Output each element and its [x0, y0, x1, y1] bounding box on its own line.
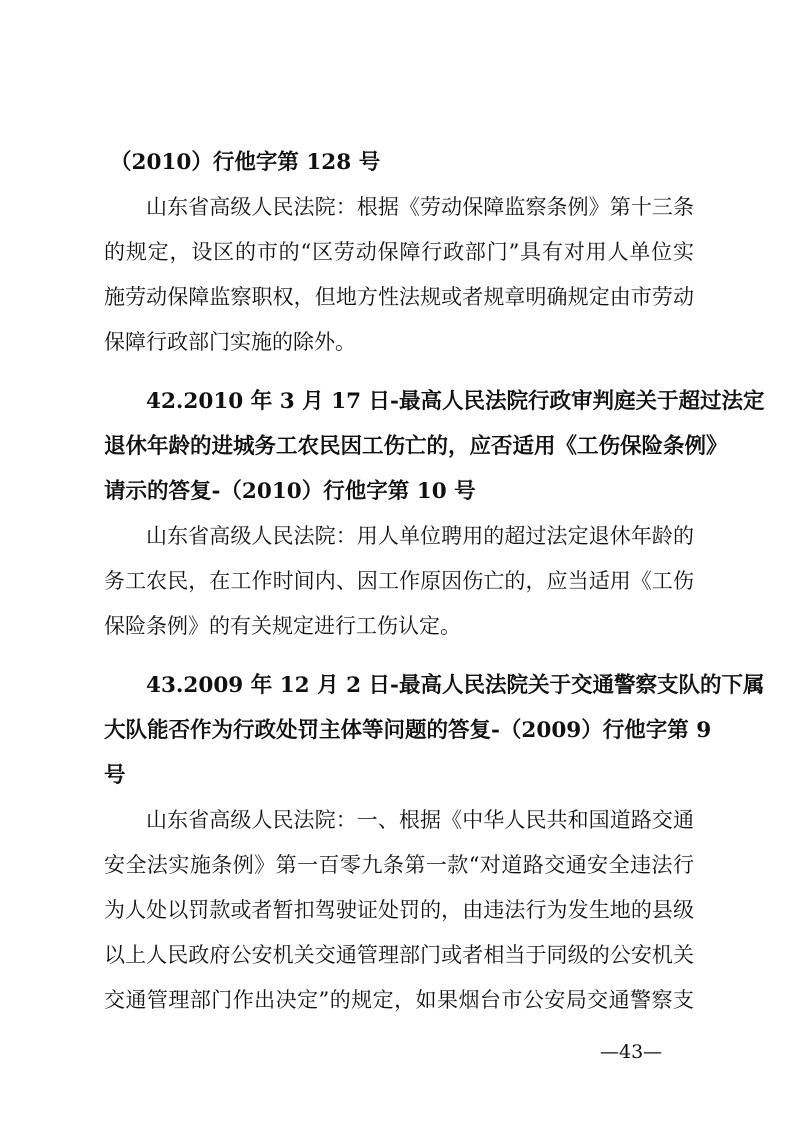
- section2-paragraph-line-3: 保险条例》的有关规定进行工伤认定。: [104, 614, 461, 638]
- section3-heading-line-3: 号: [104, 763, 126, 788]
- section2-heading-line-3: 请示的答复-（2010）行他字第 10 号: [104, 479, 476, 504]
- section2-heading-line-1: 42.2010 年 3 月 17 日-最高人民法院行政审判庭关于超过法定: [146, 389, 765, 414]
- section2-heading-line-2: 退休年龄的进城务工农民因工伤亡的，应否适用《工伤保险条例》: [104, 434, 728, 459]
- section3-paragraph-line-1: 山东省高级人民法院：一、根据《中华人民共和国道路交通: [146, 808, 694, 832]
- section2-paragraph-line-2: 务工农民，在工作时间内、因工作原因伤亡的，应当适用《工伤: [104, 569, 694, 593]
- section3-heading-line-2: 大队能否作为行政处罚主体等问题的答复-（2009）行他字第 9: [104, 718, 712, 743]
- section1-paragraph-line-4: 保障行政部门实施的除外。: [104, 330, 356, 354]
- section3-heading-line-1: 43.2009 年 12 月 2 日-最高人民法院关于交通警察支队的下属: [146, 673, 765, 698]
- section3-paragraph-line-5: 交通管理部门作出决定”的规定，如果烟台市公安局交通警察支: [104, 988, 694, 1012]
- page-number: —43—: [600, 1041, 663, 1063]
- section2-paragraph-line-1: 山东省高级人民法院：用人单位聘用的超过法定退休年龄的: [146, 524, 694, 548]
- section3-paragraph-line-4: 以上人民政府公安机关交通管理部门或者相当于同级的公安机关: [104, 943, 694, 967]
- section3-paragraph-line-3: 为人处以罚款或者暂扣驾驶证处罚的，由违法行为发生地的县级: [104, 898, 694, 922]
- section1-heading-line-1: （2010）行他字第 128 号: [110, 150, 381, 175]
- section3-paragraph-line-2: 安全法实施条例》第一百零九条第一款“对道路交通安全违法行: [104, 853, 694, 877]
- section1-paragraph-line-1: 山东省高级人民法院：根据《劳动保障监察条例》第十三条: [146, 195, 694, 219]
- section1-paragraph-line-3: 施劳动保障监察职权，但地方性法规或者规章明确规定由市劳动: [104, 285, 694, 309]
- section1-paragraph-line-2: 的规定，设区的市的“区劳动保障行政部门”具有对用人单位实: [104, 240, 694, 264]
